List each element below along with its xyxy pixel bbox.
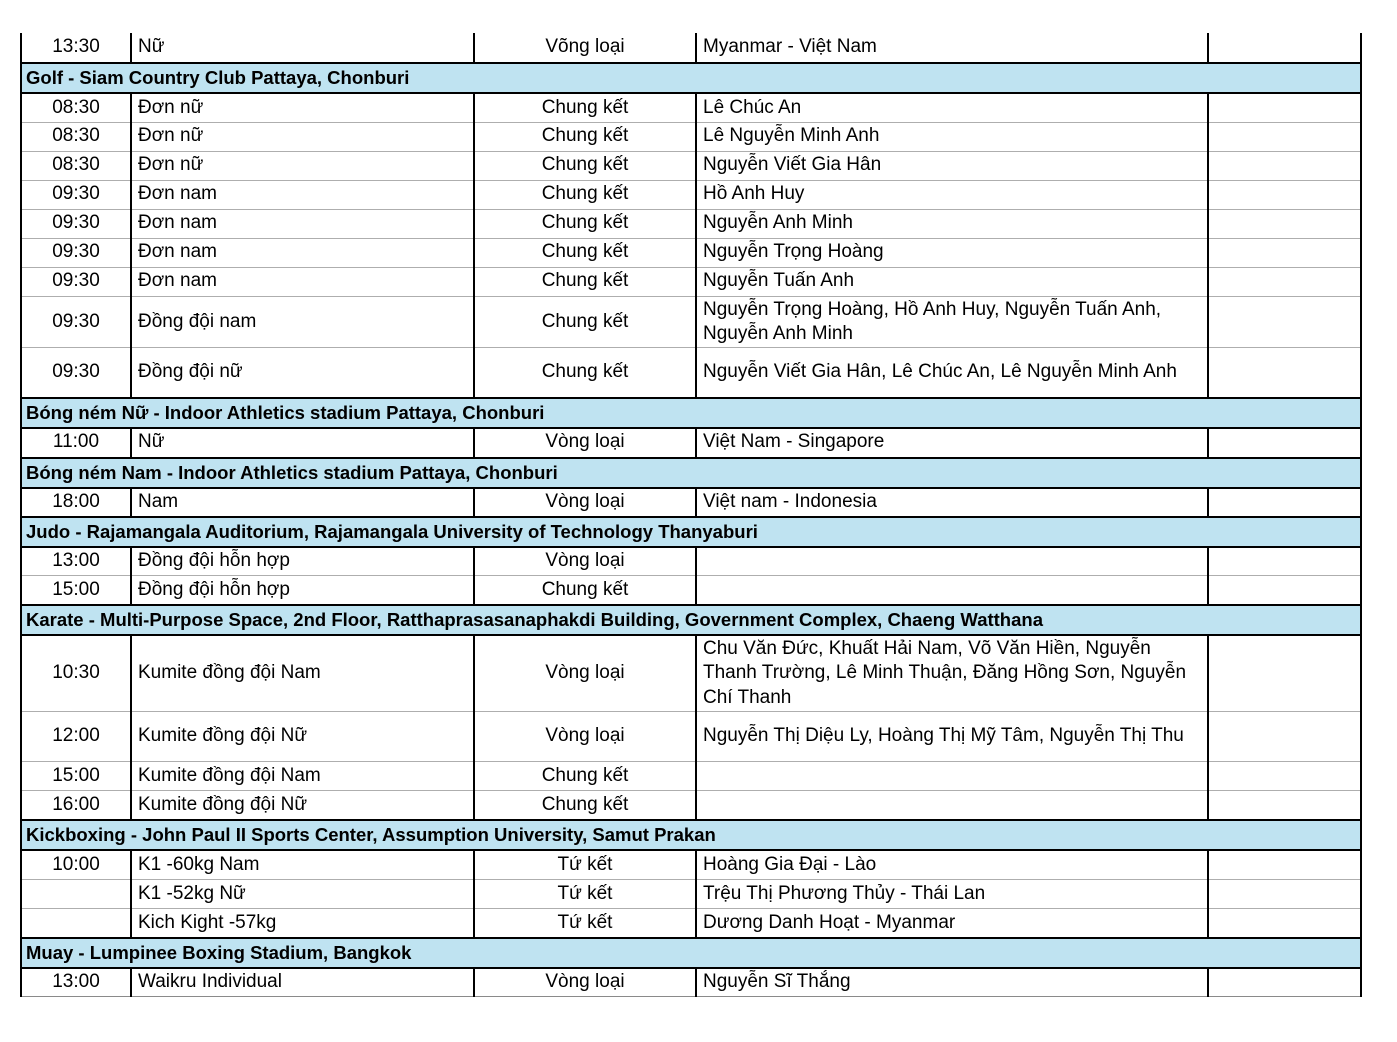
round-cell: Vòng loại bbox=[474, 712, 696, 762]
schedule-row bbox=[21, 880, 1361, 909]
time-cell: 11:00 bbox=[21, 428, 131, 458]
schedule-row bbox=[21, 122, 1361, 151]
time-cell: 15:00 bbox=[21, 762, 131, 791]
schedule-row bbox=[21, 93, 1361, 122]
round-cell: Tứ kết bbox=[474, 850, 696, 880]
event-cell: Kumite đồng đội Nữ bbox=[131, 712, 474, 762]
round-cell: Chung kết bbox=[474, 238, 696, 267]
event-cell: Nữ bbox=[131, 428, 474, 458]
participants-cell: Nguyễn Trọng Hoàng bbox=[696, 238, 1208, 267]
event-cell: Waikru Individual bbox=[131, 968, 474, 997]
note-cell bbox=[1208, 488, 1361, 517]
section-header: Karate - Multi-Purpose Space, 2nd Floor, Ratthaprasasanaphakdi Building, Government Complex, Chaeng Watthana bbox=[21, 605, 1361, 635]
event-cell: Đơn nam bbox=[131, 209, 474, 238]
participants-cell: Myanmar - Việt Nam bbox=[696, 33, 1208, 63]
participants-cell: Nguyễn Viết Gia Hân, Lê Chúc An, Lê Nguyễn Minh Anh bbox=[696, 348, 1208, 398]
time-cell: 08:30 bbox=[21, 93, 131, 122]
round-cell: Vòng loại bbox=[474, 488, 696, 517]
note-cell bbox=[1208, 850, 1361, 880]
schedule-row bbox=[21, 209, 1361, 238]
round-cell: Chung kết bbox=[474, 576, 696, 605]
participants-cell: Trệu Thị Phương Thủy - Thái Lan bbox=[696, 880, 1208, 909]
event-cell: Đơn nữ bbox=[131, 122, 474, 151]
round-cell: Chung kết bbox=[474, 93, 696, 122]
participants-cell: Chu Văn Đức, Khuất Hải Nam, Võ Văn Hiền, Nguyễn Thanh Trường, Lê Minh Thuận, Đăng Hồng Sơn, Nguyễn Chí Thanh bbox=[696, 635, 1208, 712]
time-cell: 09:30 bbox=[21, 296, 131, 348]
participants-cell: Nguyễn Anh Minh bbox=[696, 209, 1208, 238]
event-cell: Đồng đội hỗn hợp bbox=[131, 576, 474, 605]
event-cell: Đơn nam bbox=[131, 238, 474, 267]
participants-cell: Nguyễn Trọng Hoàng, Hồ Anh Huy, Nguyễn Tuấn Anh, Nguyễn Anh Minh bbox=[696, 296, 1208, 348]
round-cell: Vòng loại bbox=[474, 547, 696, 576]
schedule-row bbox=[21, 909, 1361, 938]
event-cell: Nữ bbox=[131, 33, 474, 63]
note-cell bbox=[1208, 576, 1361, 605]
note-cell bbox=[1208, 33, 1361, 63]
note-cell bbox=[1208, 93, 1361, 122]
round-cell: Vòng loại bbox=[474, 428, 696, 458]
section-header-row bbox=[21, 938, 1361, 968]
schedule-body bbox=[21, 33, 1361, 997]
event-cell: Kich Kight -57kg bbox=[131, 909, 474, 938]
participants-cell: Nguyễn Tuấn Anh bbox=[696, 267, 1208, 296]
round-cell: Chung kết bbox=[474, 209, 696, 238]
event-cell: Nam bbox=[131, 488, 474, 517]
time-cell bbox=[21, 880, 131, 909]
note-cell bbox=[1208, 880, 1361, 909]
time-cell: 15:00 bbox=[21, 576, 131, 605]
note-cell bbox=[1208, 267, 1361, 296]
round-cell: Chung kết bbox=[474, 791, 696, 820]
schedule-row bbox=[21, 547, 1361, 576]
note-cell bbox=[1208, 209, 1361, 238]
participants-cell: Lê Chúc An bbox=[696, 93, 1208, 122]
time-cell: 10:30 bbox=[21, 635, 131, 712]
event-cell: Đồng đội nam bbox=[131, 296, 474, 348]
section-header-row bbox=[21, 820, 1361, 850]
event-cell: Đồng đội hỗn hợp bbox=[131, 547, 474, 576]
participants-cell: Dương Danh Hoạt - Myanmar bbox=[696, 909, 1208, 938]
note-cell bbox=[1208, 348, 1361, 398]
event-cell: Đơn nữ bbox=[131, 151, 474, 180]
event-cell: Đơn nữ bbox=[131, 93, 474, 122]
time-cell: 12:00 bbox=[21, 712, 131, 762]
participants-cell bbox=[696, 762, 1208, 791]
participants-cell: Nguyễn Sĩ Thắng bbox=[696, 968, 1208, 997]
event-cell: Đơn nam bbox=[131, 267, 474, 296]
note-cell bbox=[1208, 635, 1361, 712]
event-cell: Kumite đồng đội Nam bbox=[131, 762, 474, 791]
schedule-row bbox=[21, 267, 1361, 296]
note-cell bbox=[1208, 151, 1361, 180]
time-cell: 18:00 bbox=[21, 488, 131, 517]
note-cell bbox=[1208, 122, 1361, 151]
section-header-row bbox=[21, 458, 1361, 488]
schedule-row bbox=[21, 635, 1361, 712]
participants-cell: Nguyễn Viết Gia Hân bbox=[696, 151, 1208, 180]
time-cell: 09:30 bbox=[21, 209, 131, 238]
round-cell: Chung kết bbox=[474, 180, 696, 209]
schedule-row bbox=[21, 712, 1361, 762]
round-cell: Võng loại bbox=[474, 33, 696, 63]
time-cell: 09:30 bbox=[21, 180, 131, 209]
round-cell: Chung kết bbox=[474, 151, 696, 180]
time-cell: 08:30 bbox=[21, 122, 131, 151]
event-cell: Đơn nam bbox=[131, 180, 474, 209]
event-cell: Kumite đồng đội Nam bbox=[131, 635, 474, 712]
round-cell: Vòng loại bbox=[474, 968, 696, 997]
round-cell: Chung kết bbox=[474, 296, 696, 348]
participants-cell: Việt nam - Indonesia bbox=[696, 488, 1208, 517]
section-header: Bóng ném Nữ - Indoor Athletics stadium Pattaya, Chonburi bbox=[21, 398, 1361, 428]
note-cell bbox=[1208, 909, 1361, 938]
round-cell: Chung kết bbox=[474, 348, 696, 398]
schedule-row bbox=[21, 488, 1361, 517]
round-cell: Chung kết bbox=[474, 762, 696, 791]
round-cell: Tứ kết bbox=[474, 909, 696, 938]
section-header-row bbox=[21, 517, 1361, 547]
participants-cell: Nguyễn Thị Diệu Ly, Hoàng Thị Mỹ Tâm, Nguyễn Thị Thu bbox=[696, 712, 1208, 762]
section-header: Golf - Siam Country Club Pattaya, Chonburi bbox=[21, 63, 1361, 93]
participants-cell bbox=[696, 576, 1208, 605]
schedule-row bbox=[21, 33, 1361, 63]
section-header-row bbox=[21, 63, 1361, 93]
note-cell bbox=[1208, 762, 1361, 791]
schedule-table bbox=[20, 33, 1362, 997]
event-cell: K1 -52kg Nữ bbox=[131, 880, 474, 909]
time-cell: 16:00 bbox=[21, 791, 131, 820]
note-cell bbox=[1208, 428, 1361, 458]
time-cell: 13:30 bbox=[21, 33, 131, 63]
time-cell: 09:30 bbox=[21, 348, 131, 398]
round-cell: Vòng loại bbox=[474, 635, 696, 712]
time-cell: 13:00 bbox=[21, 968, 131, 997]
schedule-row bbox=[21, 238, 1361, 267]
note-cell bbox=[1208, 791, 1361, 820]
event-cell: K1 -60kg Nam bbox=[131, 850, 474, 880]
participants-cell: Việt Nam - Singapore bbox=[696, 428, 1208, 458]
participants-cell bbox=[696, 547, 1208, 576]
section-header: Kickboxing - John Paul II Sports Center, Assumption University, Samut Prakan bbox=[21, 820, 1361, 850]
note-cell bbox=[1208, 180, 1361, 209]
schedule-row bbox=[21, 180, 1361, 209]
schedule-row bbox=[21, 968, 1361, 997]
section-header: Muay - Lumpinee Boxing Stadium, Bangkok bbox=[21, 938, 1361, 968]
participants-cell: Lê Nguyễn Minh Anh bbox=[696, 122, 1208, 151]
event-cell: Kumite đồng đội Nữ bbox=[131, 791, 474, 820]
schedule-row bbox=[21, 151, 1361, 180]
schedule-row bbox=[21, 428, 1361, 458]
schedule-row bbox=[21, 762, 1361, 791]
time-cell: 13:00 bbox=[21, 547, 131, 576]
participants-cell: Hoàng Gia Đại - Lào bbox=[696, 850, 1208, 880]
round-cell: Chung kết bbox=[474, 267, 696, 296]
note-cell bbox=[1208, 712, 1361, 762]
schedule-row bbox=[21, 296, 1361, 348]
section-header: Judo - Rajamangala Auditorium, Rajamangala University of Technology Thanyaburi bbox=[21, 517, 1361, 547]
note-cell bbox=[1208, 968, 1361, 997]
schedule-row bbox=[21, 791, 1361, 820]
time-cell: 08:30 bbox=[21, 151, 131, 180]
time-cell: 09:30 bbox=[21, 238, 131, 267]
event-cell: Đồng đội nữ bbox=[131, 348, 474, 398]
note-cell bbox=[1208, 238, 1361, 267]
schedule-row bbox=[21, 348, 1361, 398]
time-cell: 10:00 bbox=[21, 850, 131, 880]
schedule-row bbox=[21, 850, 1361, 880]
time-cell: 09:30 bbox=[21, 267, 131, 296]
participants-cell bbox=[696, 791, 1208, 820]
schedule-page bbox=[20, 33, 1362, 997]
round-cell: Chung kết bbox=[474, 122, 696, 151]
note-cell bbox=[1208, 296, 1361, 348]
section-header-row bbox=[21, 398, 1361, 428]
time-cell bbox=[21, 909, 131, 938]
round-cell: Tứ kết bbox=[474, 880, 696, 909]
schedule-row bbox=[21, 576, 1361, 605]
participants-cell: Hồ Anh Huy bbox=[696, 180, 1208, 209]
section-header-row bbox=[21, 605, 1361, 635]
section-header: Bóng ném Nam - Indoor Athletics stadium Pattaya, Chonburi bbox=[21, 458, 1361, 488]
note-cell bbox=[1208, 547, 1361, 576]
